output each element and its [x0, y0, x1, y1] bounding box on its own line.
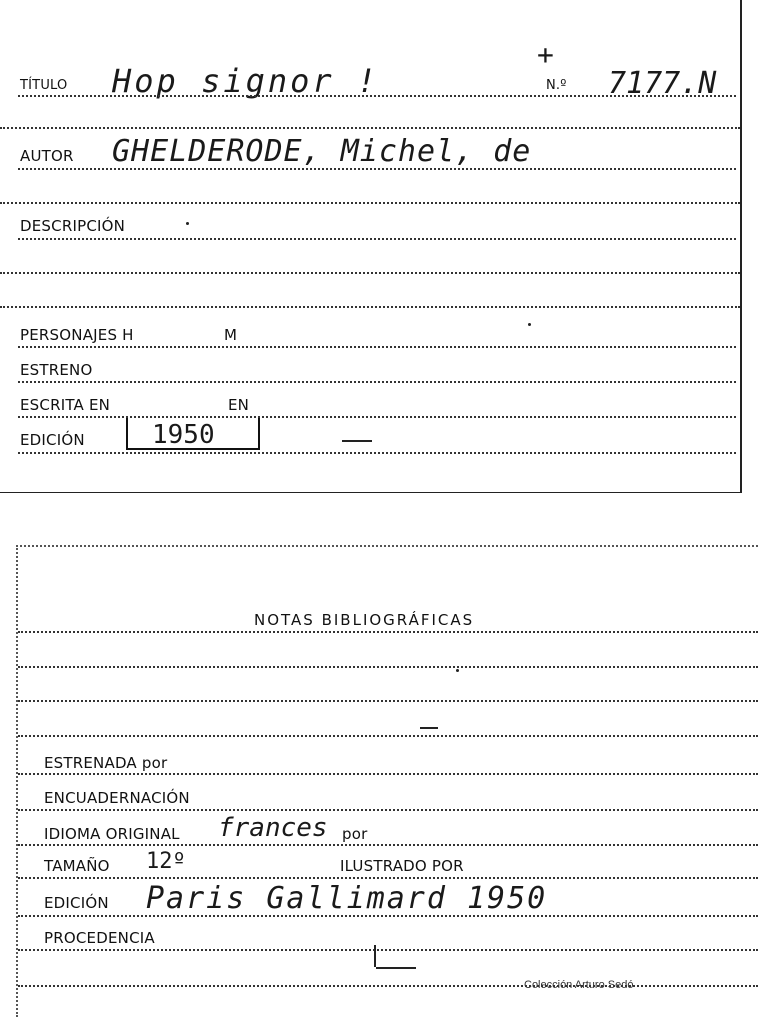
autor-value: GHELDERODE, Michel, de — [112, 134, 532, 169]
idioma-rule — [18, 844, 758, 846]
edicion-value: 1950 — [152, 420, 215, 450]
estrenada-rule — [18, 773, 758, 775]
notas-heading: NOTAS BIBLIOGRÁFICAS — [254, 611, 475, 629]
procedencia-rule-2 — [18, 985, 758, 987]
estrenada-label: ESTRENADA por — [44, 754, 168, 772]
edicion-back-rule — [18, 915, 758, 917]
numero-label: N.º — [546, 78, 567, 93]
coleccion-stamp: Colección Arturo Sedó — [524, 979, 634, 991]
escrita-en-label: EN — [228, 396, 250, 414]
idioma-label: IDIOMA ORIGINAL — [44, 825, 180, 843]
tamano-value: 12º — [146, 849, 186, 874]
speck — [376, 967, 416, 969]
cross-mark: + — [537, 38, 554, 71]
notas-rule-3 — [18, 700, 758, 702]
edicion-rule — [18, 452, 736, 454]
speck — [528, 323, 531, 326]
procedencia-rule — [18, 949, 758, 951]
notas-rule-2 — [18, 666, 758, 668]
estreno-label: ESTRENO — [20, 361, 93, 379]
pre-descripcion-rule — [0, 202, 740, 204]
edicion-back-label: EDICIÓN — [44, 894, 109, 912]
estreno-rule — [18, 381, 736, 383]
descripcion-label: DESCRIPCIÓN — [20, 217, 126, 235]
personajes-label: PERSONAJES H — [20, 326, 134, 344]
numero-value: 7177.N — [608, 66, 717, 101]
autor-label: AUTOR — [20, 147, 74, 165]
autor-rule — [18, 168, 736, 170]
descripcion-rule — [18, 238, 736, 240]
speck — [420, 727, 438, 729]
notas-rule-4 — [18, 735, 758, 737]
tamano-rule — [18, 877, 758, 879]
notas-rule-1 — [18, 631, 758, 633]
idioma-value: frances — [218, 813, 328, 843]
catalog-card-front — [0, 0, 742, 493]
titulo-rule — [18, 95, 736, 97]
pre-autor-rule — [0, 127, 740, 129]
descripcion-rule-3 — [0, 306, 740, 308]
idioma-por-label: por — [342, 825, 368, 843]
encuadernacion-rule — [18, 809, 758, 811]
personajes-rule — [18, 346, 736, 348]
speck — [342, 440, 372, 442]
speck — [456, 669, 459, 672]
edicion-back-value: Paris Gallimard 1950 — [146, 881, 548, 916]
speck — [374, 945, 376, 967]
titulo-value: Hop signor ! — [112, 62, 380, 100]
edicion-label: EDICIÓN — [20, 431, 85, 449]
descripcion-rule-2 — [0, 272, 740, 274]
titulo-label: TÍTULO — [20, 78, 68, 93]
escrita-label: ESCRITA EN — [20, 396, 111, 414]
catalog-card-back — [16, 545, 758, 1017]
speck — [186, 222, 189, 225]
tamano-label: TAMAÑO — [44, 857, 110, 875]
encuadernacion-label: ENCUADERNACIÓN — [44, 789, 190, 807]
procedencia-label: PROCEDENCIA — [44, 929, 155, 947]
ilustrado-label: ILUSTRADO POR — [340, 857, 464, 875]
personajes-m-label: M — [224, 326, 238, 344]
